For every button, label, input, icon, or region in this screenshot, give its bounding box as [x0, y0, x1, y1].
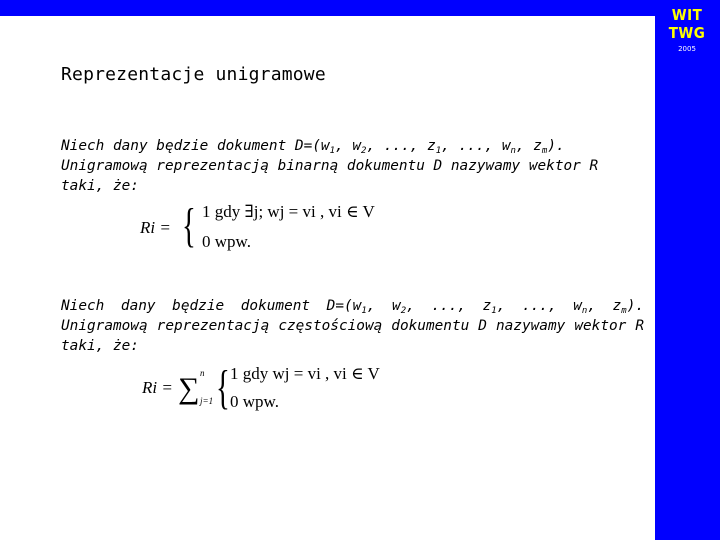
- logo-year: 2005: [678, 45, 696, 53]
- formula-frequency-case2: 0 wpw.: [230, 392, 279, 411]
- sum-upper-limit: n: [200, 368, 205, 378]
- paragraph-frequency-representation: Niech dany będzie dokument $D=(w_1$, $w_2$, ..., $z_1$, ..., $w_n$, $z_m$). Unigramową reprezentacją częstościową dokumentu D nazywamy wektor R taki, że:: [61, 298, 645, 354]
- formula-frequency: [138, 362, 398, 418]
- brace-symbol: {: [216, 361, 230, 414]
- slide-title: Reprezentacje unigramowe: [61, 64, 326, 85]
- sum-symbol: ∑: [178, 372, 200, 405]
- top-accent-bar: [0, 0, 655, 16]
- formula-binary-case1: 1 gdy ∃j; wj = vi , vi ∈ V: [202, 202, 375, 221]
- logo-line-1: WIT: [671, 6, 703, 24]
- formula-binary-lhs: Ri =: [140, 218, 171, 237]
- logo-line-2: TWG: [668, 24, 706, 42]
- formula-frequency-case1: 1 gdy wj = vi , vi ∈ V: [230, 364, 380, 383]
- formula-binary: [138, 196, 398, 260]
- formula-binary-case2: 0 wpw.: [202, 232, 251, 251]
- sum-lower-limit: j=1: [200, 396, 214, 406]
- side-accent-bar: [655, 0, 720, 540]
- brace-symbol: {: [182, 199, 196, 252]
- paragraph-binary-representation: Niech dany będzie dokument $D=(w_1$, $w_2$, ..., $z_1$, ..., $w_n$, $z_m$). Unigramową reprezentacją binarną dokumentu D nazywamy wektor R taki, że:: [61, 138, 599, 194]
- wit-twg-logo: [659, 6, 715, 54]
- formula-frequency-lhs: Ri =: [142, 378, 173, 397]
